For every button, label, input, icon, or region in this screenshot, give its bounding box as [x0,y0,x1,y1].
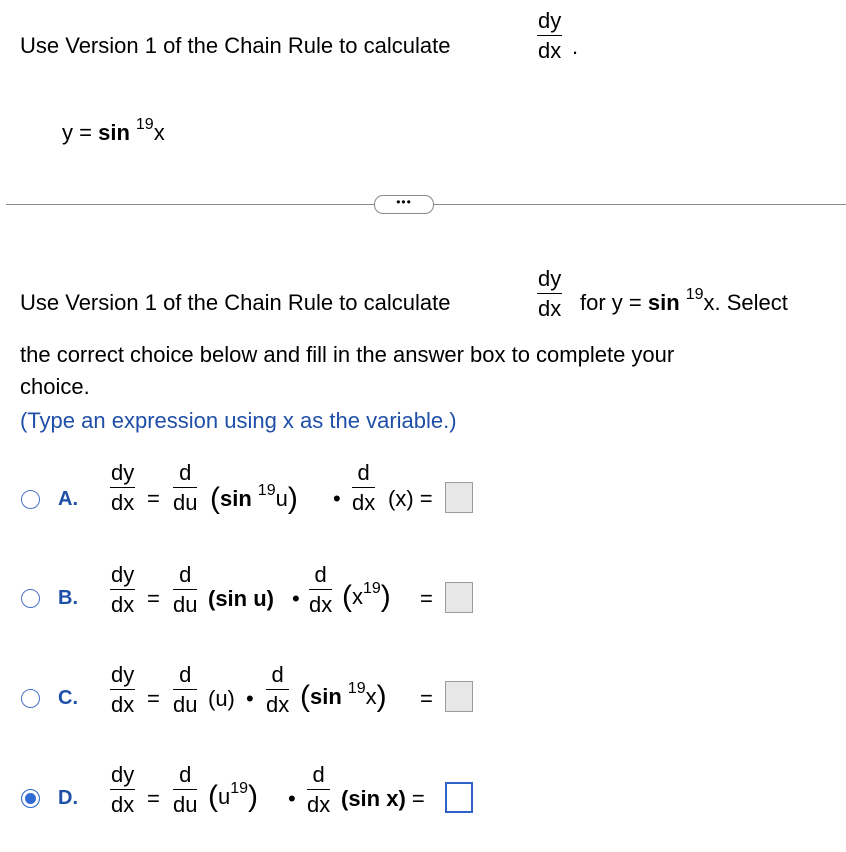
choice-a-ddx: d dx [352,460,376,515]
choice-b-outer-expr: (sin u) [208,586,274,611]
choice-c-equals-2: = [420,686,433,711]
choice-b-equals-2: = [420,586,433,611]
choice-c-outer-expr: (u) [208,686,235,711]
choice-b-ddu: d du [173,562,198,617]
choice-c-ddu: d du [173,662,198,717]
choice-c-dydx: dy dx [111,662,135,717]
choice-a-dot: • [333,486,341,511]
instruction-text: Use Version 1 of the Chain Rule to calculate [20,33,451,58]
choice-c-equals: = [147,686,160,711]
choice-b-ddx: d dx [309,562,333,617]
header-period: . [572,34,579,59]
question-line3: choice. [20,374,90,399]
function-expression: y = sin $^{19}$x [62,116,165,145]
dy-dx-fraction: dy dx [538,8,562,63]
choice-b-letter[interactable]: B. [58,587,78,609]
choice-d-dot: • [288,786,296,811]
expand-ellipsis-button[interactable]: ••• [374,195,434,214]
choice-d-ddx: d dx [307,762,331,817]
choice-b-radio[interactable] [21,589,40,608]
choice-c-letter[interactable]: C. [58,687,78,709]
choice-c-ddx: d dx [266,662,290,717]
choice-a-dydx: dy dx [111,460,135,515]
choice-d-outer-expr: $(u^{19})$ [208,780,259,813]
choice-d-equals: = [147,786,160,811]
choice-b-answer-box[interactable] [445,582,473,613]
choice-c-inner: (sin $^{19}$x) [300,680,387,713]
choice-b-equals: = [147,586,160,611]
question-line2: the correct choice below and fill in the answer box to complete your [20,342,675,367]
choice-b-inner: $(x^{19})$ [342,580,391,613]
question-line1: Use Version 1 of the Chain Rule to calculate [20,290,451,315]
choice-a-answer-box[interactable] [445,482,473,513]
question-dy-dx-fraction: dy dx [538,266,562,321]
choice-c-dot: • [246,686,254,711]
choice-a-inner: (x) = [388,486,433,511]
choice-a-ddu: d du [173,460,198,515]
choice-d-ddu: d du [173,762,198,817]
choice-c-radio[interactable] [21,689,40,708]
choice-d-dydx: dy dx [111,762,135,817]
choice-b-dot: • [292,586,300,611]
choice-a-equals: = [147,486,160,511]
choice-d-answer-box[interactable] [445,782,473,813]
choice-b-dydx: dy dx [111,562,135,617]
choice-a-letter[interactable]: A. [58,488,78,510]
choice-d-inner: (sin x) = [341,786,425,811]
choice-d-letter[interactable]: D. [58,787,78,809]
question-hint: (Type an expression using x as the variable.) [20,408,457,433]
choice-a-radio[interactable] [21,490,40,509]
choice-d-radio[interactable] [21,789,40,808]
choice-a-outer-expr: (sin $^{19}$u) [210,482,298,515]
question-function: for y = sin $^{19}$x. Select [580,286,788,315]
choice-c-answer-box[interactable] [445,681,473,712]
